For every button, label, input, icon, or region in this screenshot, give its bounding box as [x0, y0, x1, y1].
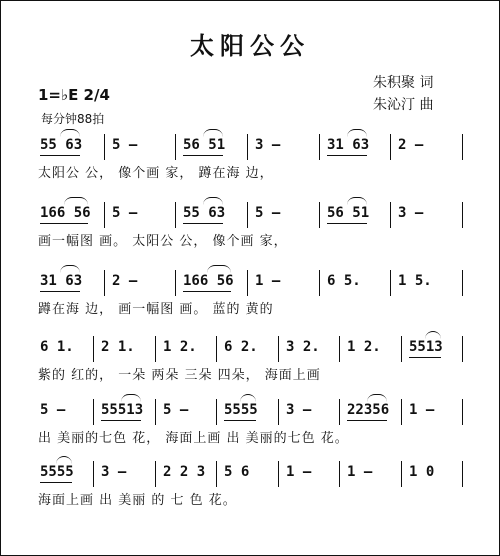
- measure: 5 –: [112, 205, 138, 221]
- lyric-text: 海面上画 出 美丽 的 七 色 花。: [38, 493, 237, 508]
- bar-line: [462, 399, 463, 425]
- measure: 2 1.: [101, 339, 135, 355]
- measure: 5 –: [255, 205, 281, 221]
- notation-row: [38, 134, 468, 162]
- beam: [224, 420, 256, 421]
- beam: [101, 420, 141, 421]
- bar-line: [278, 336, 279, 362]
- bar-line: [93, 461, 94, 487]
- lyrics-row: [38, 298, 468, 322]
- slur: [203, 197, 223, 206]
- composer-credit: 朱沁汀 曲: [373, 97, 434, 113]
- measure: 1 0: [409, 464, 435, 480]
- lyric-text: 紫的 红的， 一朵 两朵 三朵 四朵， 海面上画: [38, 368, 321, 383]
- measure: 6 5.: [327, 273, 361, 289]
- bar-line: [155, 399, 156, 425]
- measure: 1 –: [347, 464, 373, 480]
- measure: 55 63: [40, 137, 83, 153]
- measure: 31 63: [40, 273, 83, 289]
- bar-line: [462, 336, 463, 362]
- lyrics-row: [38, 230, 468, 254]
- beam: [40, 291, 80, 292]
- measure: 55513: [101, 402, 144, 418]
- measure: 3 –: [286, 402, 312, 418]
- measure: 2 –: [112, 273, 138, 289]
- bar-line: [247, 134, 248, 160]
- beam: [409, 357, 441, 358]
- score-line: [0, 270, 500, 340]
- measure: 56 51: [327, 205, 370, 221]
- measure: 5 6: [224, 464, 250, 480]
- bar-line: [93, 399, 94, 425]
- bar-line: [462, 134, 463, 160]
- lyric-text: 太阳公 公， 像个画 家， 蹲在海 边，: [38, 166, 274, 181]
- score-line: [0, 461, 500, 531]
- slur: [203, 129, 223, 138]
- measure: 1 –: [255, 273, 281, 289]
- measure: 3 –: [101, 464, 127, 480]
- bar-line: [155, 336, 156, 362]
- score-line: [0, 202, 500, 272]
- measure: 6 1.: [40, 339, 74, 355]
- measure: 6 2.: [224, 339, 258, 355]
- lyric-text: 画一幅图 画。 太阳公 公， 像个画 家，: [38, 234, 288, 249]
- slur: [425, 331, 441, 340]
- measure: 5513: [409, 339, 443, 355]
- bar-line: [216, 461, 217, 487]
- bar-line: [104, 202, 105, 228]
- measure: 2 2 3: [163, 464, 206, 480]
- measure: 55 63: [183, 205, 226, 221]
- measure: 1 –: [409, 402, 435, 418]
- measure: 5 –: [112, 137, 138, 153]
- slur: [367, 394, 387, 403]
- bar-line: [462, 461, 463, 487]
- bar-line: [155, 461, 156, 487]
- measure: 5555: [40, 464, 74, 480]
- slur: [60, 129, 80, 138]
- bar-line: [462, 270, 463, 296]
- measure: 5 –: [163, 402, 189, 418]
- beam: [40, 223, 88, 224]
- bar-line: [278, 399, 279, 425]
- measure: 166 56: [183, 273, 234, 289]
- measure: 166 56: [40, 205, 91, 221]
- bar-line: [175, 134, 176, 160]
- slur: [207, 265, 231, 274]
- slur: [64, 197, 88, 206]
- beam: [327, 155, 367, 156]
- beam: [183, 155, 223, 156]
- measure: 5 –: [40, 402, 66, 418]
- song-title: 太阳公公: [190, 32, 310, 60]
- lyric-text: 出 美丽的七色 花， 海面上画 出 美丽的七色 花。: [38, 431, 349, 446]
- slur: [121, 394, 141, 403]
- measure: 3 –: [398, 205, 424, 221]
- bar-line: [390, 202, 391, 228]
- bar-line: [319, 134, 320, 160]
- bar-line: [339, 336, 340, 362]
- lyric-text: 蹲在海 边， 画一幅图 画。 蓝的 黄的: [38, 302, 274, 317]
- measure: 56 51: [183, 137, 226, 153]
- beam: [40, 155, 80, 156]
- beam: [183, 291, 231, 292]
- bar-line: [339, 461, 340, 487]
- slur: [347, 197, 367, 206]
- bar-line: [93, 336, 94, 362]
- bar-line: [247, 270, 248, 296]
- measure: 1 2.: [347, 339, 381, 355]
- beam: [347, 420, 387, 421]
- score-line: [0, 399, 500, 469]
- beam: [40, 482, 72, 483]
- lyricist-credit: 朱积聚 词: [373, 75, 434, 91]
- bar-line: [247, 202, 248, 228]
- measure: 5555: [224, 402, 258, 418]
- notation-row: [38, 202, 468, 230]
- measure: 1 2.: [163, 339, 197, 355]
- bar-line: [175, 202, 176, 228]
- beam: [327, 223, 367, 224]
- lyrics-row: [38, 162, 468, 186]
- lyrics-row: [38, 364, 468, 388]
- measure: 1 5.: [398, 273, 432, 289]
- score-line: [0, 134, 500, 204]
- bar-line: [175, 270, 176, 296]
- bar-line: [401, 461, 402, 487]
- notation-row: [38, 461, 468, 489]
- bar-line: [104, 134, 105, 160]
- measure: 31 63: [327, 137, 370, 153]
- bar-line: [390, 134, 391, 160]
- bar-line: [462, 202, 463, 228]
- bar-line: [390, 270, 391, 296]
- lyrics-row: [38, 427, 468, 451]
- key-signature: 1=♭E 2/4: [38, 86, 110, 104]
- beam: [183, 223, 223, 224]
- bar-line: [319, 202, 320, 228]
- bar-line: [216, 336, 217, 362]
- measure: 3 2.: [286, 339, 320, 355]
- bar-line: [104, 270, 105, 296]
- tempo-marking: 每分钟88拍: [41, 112, 105, 126]
- slur: [60, 265, 80, 274]
- slur: [56, 456, 72, 465]
- bar-line: [339, 399, 340, 425]
- slur: [240, 394, 256, 403]
- bar-line: [401, 399, 402, 425]
- notation-row: [38, 270, 468, 298]
- slur: [347, 129, 367, 138]
- notation-row: [38, 399, 468, 427]
- bar-line: [278, 461, 279, 487]
- measure: 22356: [347, 402, 390, 418]
- measure: 1 –: [286, 464, 312, 480]
- bar-line: [401, 336, 402, 362]
- measure: 2 –: [398, 137, 424, 153]
- bar-line: [216, 399, 217, 425]
- notation-row: [38, 336, 468, 364]
- measure: 3 –: [255, 137, 281, 153]
- bar-line: [319, 270, 320, 296]
- lyrics-row: [38, 489, 468, 513]
